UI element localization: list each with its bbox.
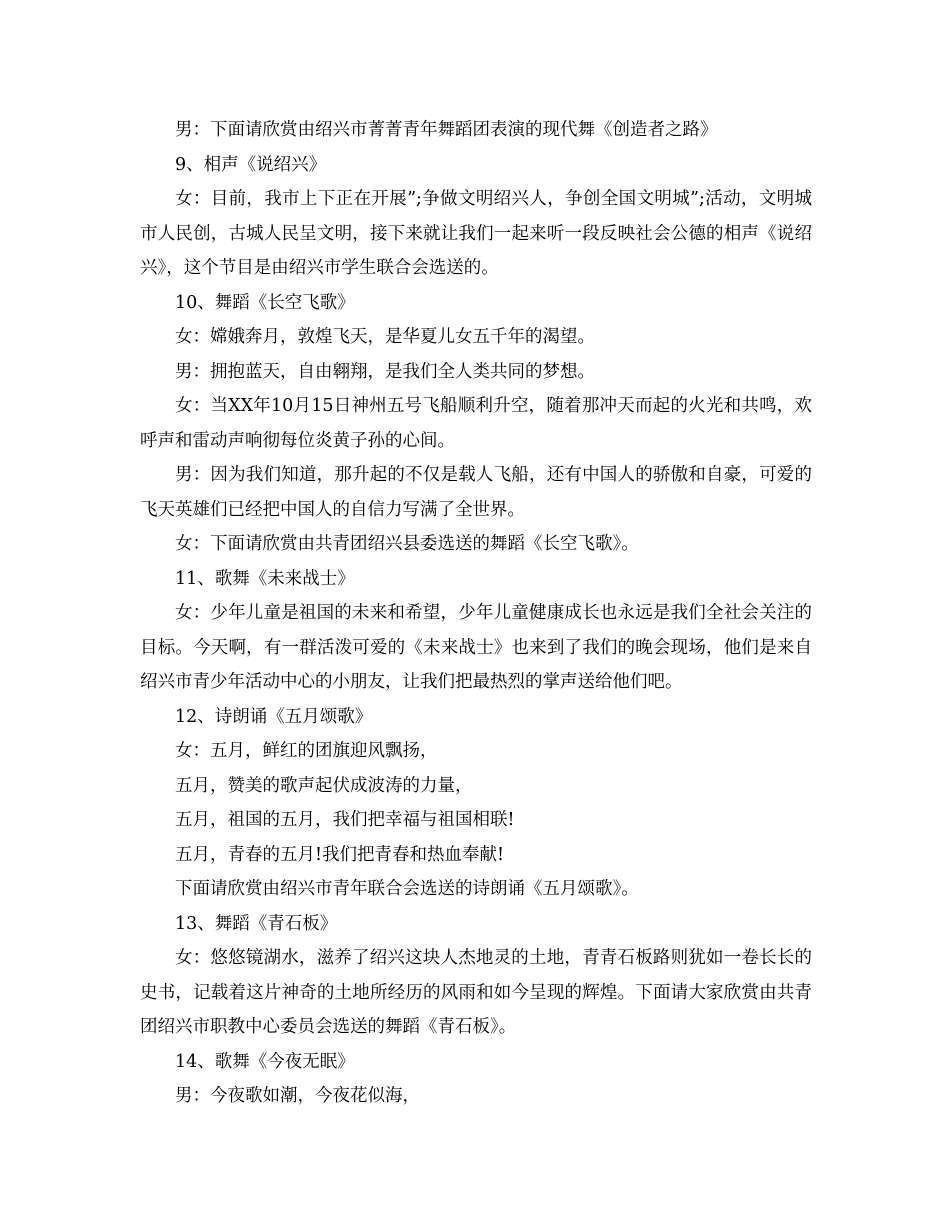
- heading-item-13-dance: 13、舞蹈《青石板》: [175, 913, 338, 934]
- paragraph-female-chang-e: 女：嫦娥奔月，敦煌飞天，是华夏儿女五千年的渴望。: [175, 327, 595, 347]
- paragraph-host-intro-crosstalk: 女：目前，我市上下正在开展”;争做文明绍兴人，争创全国文明城”;活动，文明城市人民创，古城人民呈文明，接下来就让我们一起来听一段反映社会公德的相声《说绍兴》，这个节目是由绍兴市学生联合会选送的。: [140, 189, 812, 278]
- heading-item-9-crosstalk: 9、相声《说绍兴》: [175, 154, 327, 175]
- paragraph-intro-poem: 下面请欣赏由绍兴市青年联合会选送的诗朗诵《五月颂歌》。: [175, 879, 639, 899]
- paragraph-female-jinghu: 女：悠悠镜湖水，滋养了绍兴这块人杰地灵的土地，青青石板路则犹如一卷长长的史书，记载着这片神奇的土地所经历的风雨和如今呈现的辉煌。下面请大家欣赏由共青团绍兴市职教中心委员会选送的舞蹈《青石板》。: [140, 948, 812, 1037]
- paragraph-male-tonight: 男：今夜歌如潮，今夜花似海，: [175, 1086, 420, 1106]
- heading-item-14-song-dance: 14、歌舞《今夜无眠》: [175, 1051, 355, 1072]
- paragraph-male-pride: 男：因为我们知道，那升起的不仅是载人飞船，还有中国人的骄傲和自豪，可爱的飞天英雄们已经把中国人的自信力写满了全世界。: [140, 465, 812, 520]
- document-body: [140, 113, 812, 1114]
- paragraph-poem-line-2: 五月，赞美的歌声起伏成波涛的力量，: [175, 775, 473, 796]
- paragraph-female-children: 女：少年儿童是祖国的未来和希望，少年儿童健康成长也永远是我们全社会关注的目标。今天啊，有一群活泼可爱的《未来战士》也来到了我们的晚会现场，他们是来自绍兴市青少年活动中心的小朋友，让我们把最热烈的掌声送给他们吧。: [140, 603, 812, 692]
- heading-item-11-song-dance: 11、歌舞《未来战士》: [175, 568, 355, 589]
- paragraph-poem-line-1: 女：五月，鲜红的团旗迎风飘扬，: [175, 741, 438, 761]
- paragraph-female-intro-dance: 女：下面请欣赏由共青团绍兴县委选送的舞蹈《长空飞歌》。: [175, 534, 639, 554]
- heading-item-10-dance: 10、舞蹈《长空飞歌》: [175, 292, 355, 313]
- paragraph-female-shenzhou: 女：当XX年10月15日神州五号飞船顺利升空，随着那冲天而起的火光和共鸣，欢呼声和雷动声响彻每位炎黄子孙的心间。: [140, 396, 812, 451]
- paragraph-poem-line-4: 五月，青春的五月!我们把青春和热血奉献!: [175, 844, 505, 865]
- paragraph-male-blue-sky: 男：拥抱蓝天，自由翱翔，是我们全人类共同的梦想。: [175, 361, 595, 382]
- paragraph-host-intro-creator-road: 男：下面请欣赏由绍兴市菁菁青年舞蹈团表演的现代舞《创造者之路》: [175, 120, 718, 140]
- paragraph-poem-line-3: 五月，祖国的五月，我们把幸福与祖国相联!: [175, 810, 515, 830]
- heading-item-12-poem: 12、诗朗诵《五月颂歌》: [175, 706, 373, 727]
